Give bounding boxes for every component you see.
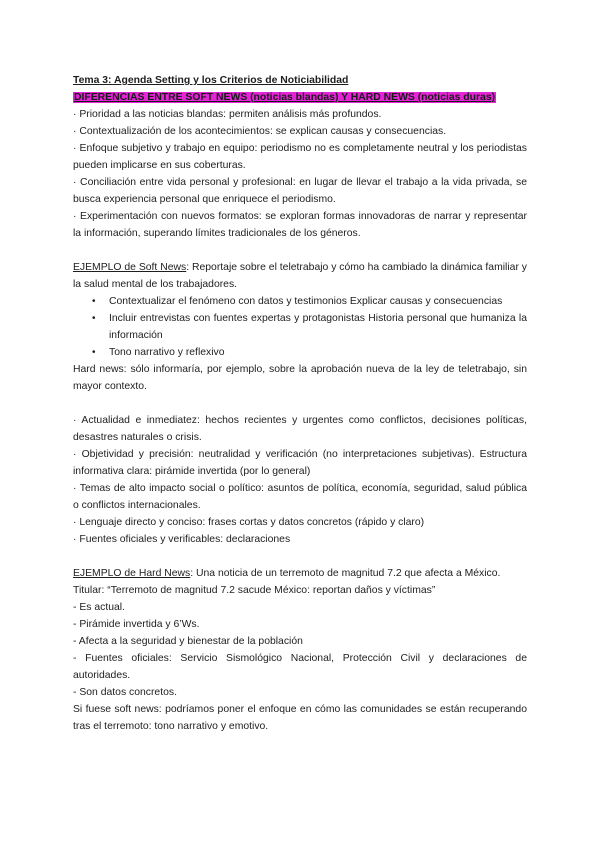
hard-example-headline: Titular: “Terremoto de magnitud 7.2 sacude México: reportan daños y víctimas” <box>73 585 436 596</box>
hard-point: · Lenguaje directo y conciso: frases cortas y datos concretos (rápido y claro) <box>73 517 425 528</box>
hard-example-conclusion: Si fuese soft news: podríamos poner el enfoque en cómo las comunidades se están recuperando tras el terremoto: tono narrativo y emotivo. <box>73 704 527 732</box>
soft-point: · Contextualización de los acontecimientos: se explican causas y consecuencias. <box>73 126 447 137</box>
soft-point: · Enfoque subjetivo y trabajo en equipo: periodismo no es completamente neutral y los periodistas pueden implicarse en sus coberturas. <box>73 143 527 171</box>
hard-example-point: - Pirámide invertida y 6’Ws. <box>73 619 200 630</box>
soft-news-points <box>73 106 527 242</box>
highlighted-subtitle: DIFERENCIAS ENTRE SOFT NEWS (noticias blandas) Y HARD NEWS (noticias duras) <box>74 92 496 103</box>
soft-example-intro <box>73 259 527 293</box>
soft-example-text: : Reportaje sobre el teletrabajo y cómo ha cambiado la dinámica familiar y la salud mental de los trabajadores. <box>73 262 527 290</box>
hard-example-point: - Son datos concretos. <box>73 687 177 698</box>
hard-news-contrast: Hard news: sólo informaría, por ejemplo, sobre la aprobación nueva de la ley de teletrabajo, sin mayor contexto. <box>73 364 527 392</box>
soft-example-label: EJEMPLO de Soft News <box>73 262 187 273</box>
hard-point: · Temas de alto impacto social o político: asuntos de política, economía, seguridad, salud pública o conflictos internacionales. <box>73 483 527 511</box>
hard-example-text: : Una noticia de un terremoto de magnitud 7.2 que afecta a México. <box>190 568 501 579</box>
hard-example-point: - Es actual. <box>73 602 125 613</box>
hard-example-point: - Afecta a la seguridad y bienestar de la población <box>73 636 303 647</box>
hard-point: · Fuentes oficiales y verificables: declaraciones <box>73 534 291 545</box>
hard-example-label: EJEMPLO de Hard News <box>73 568 191 579</box>
hard-point: · Objetividad y precisión: neutralidad y verificación (no interpretaciones subjetivas). Estructura informativa clara: pirámide invertida (por lo general) <box>73 449 527 477</box>
hard-example-point: - Fuentes oficiales: Servicio Sismológico Nacional, Protección Civil y declaraciones de autoridades. <box>73 653 527 681</box>
soft-example-bullets <box>73 293 527 361</box>
soft-example-bullet: • Incluir entrevistas con fuentes expertas y protagonistas Historia personal que humaniza la información <box>109 310 527 344</box>
hard-example-intro <box>73 565 527 582</box>
hard-news-points <box>73 412 527 548</box>
soft-point: · Prioridad a las noticias blandas: permiten análisis más profundos. <box>73 109 382 120</box>
soft-example-bullet: • Contextualizar el fenómeno con datos y testimonios Explicar causas y consecuencias <box>109 293 527 310</box>
soft-news-example <box>73 259 527 395</box>
hard-point: · Actualidad e inmediatez: hechos recientes y urgentes como conflictos, decisiones políticas, desastres naturales o crisis. <box>73 415 527 443</box>
soft-example-bullet: • Tono narrativo y reflexivo <box>109 344 527 361</box>
document-title: Tema 3: Agenda Setting y los Criterios de Noticiabilidad <box>73 75 349 86</box>
soft-point: · Experimentación con nuevos formatos: se exploran formas innovadoras de narrar y representar la información, superando límites tradicionales de los géneros. <box>73 211 527 239</box>
soft-point: · Conciliación entre vida personal y profesional: en lugar de llevar el trabajo a la vida privada, se busca experiencia personal que enriquece el periodismo. <box>73 177 527 205</box>
hard-news-example <box>73 565 527 735</box>
